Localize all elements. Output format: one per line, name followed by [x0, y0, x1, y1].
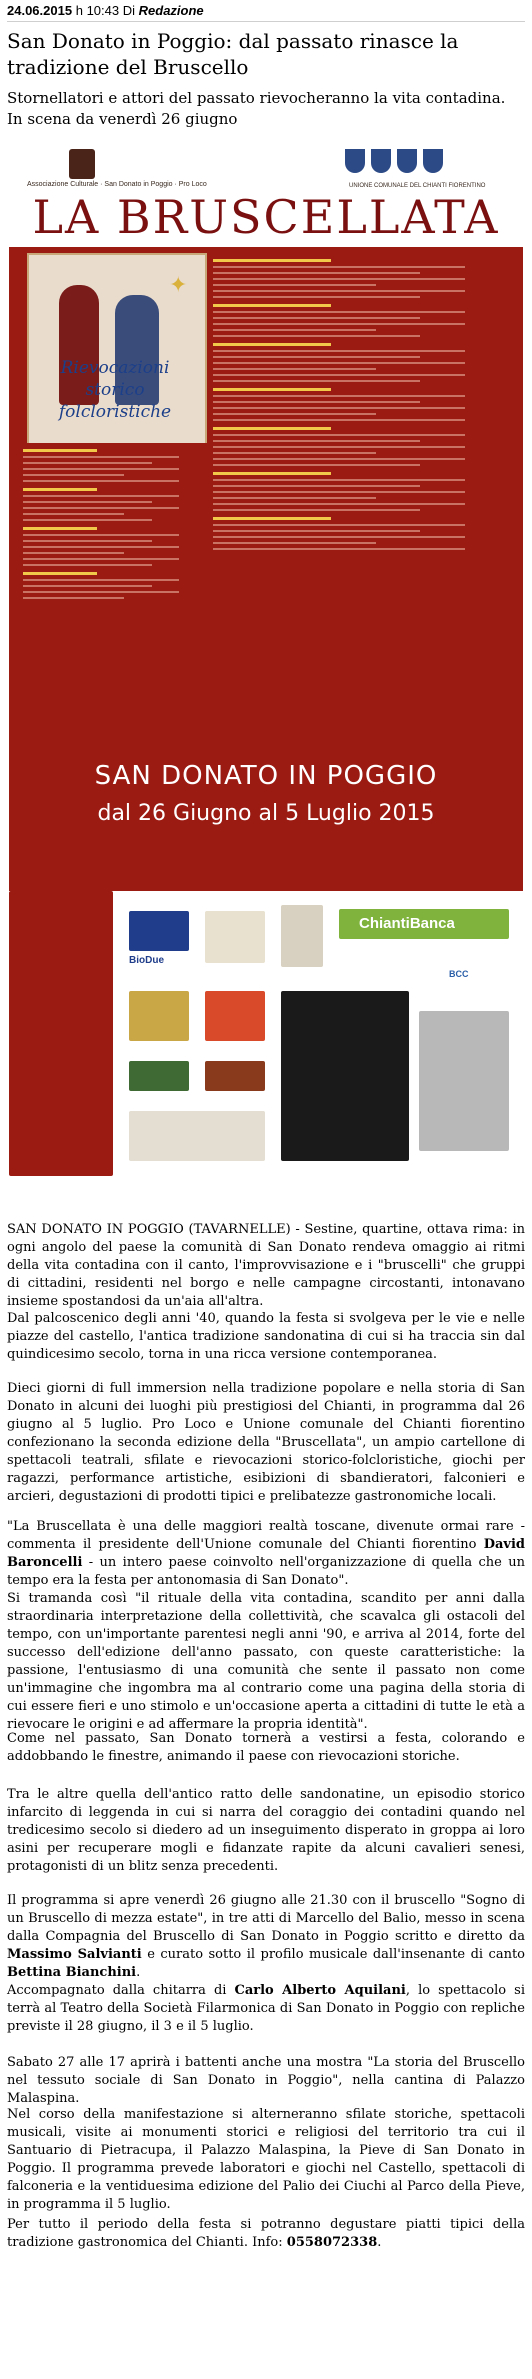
author-name[interactable]: Redazione — [138, 3, 204, 18]
poster-footer-panel — [9, 891, 113, 1176]
article-paragraph: Sabato 27 alle 17 aprirà i battenti anche una mostra "La storia del Bruscello nel tessuto sociale di San Donato in Poggio", nella cantina di Palazzo Malaspina. — [7, 2055, 525, 2106]
publish-time: 10:43 — [86, 3, 120, 18]
poster-association: Associazione Culturale · San Donato in Poggio · Pro Loco — [27, 181, 207, 188]
article-meta — [7, 2, 525, 20]
poster-town-title: SAN DONATO IN POGGIO — [94, 761, 438, 791]
person-name: Bettina Bianchini — [7, 1965, 137, 1980]
article-paragraph: Si tramanda così "il rituale della vita contadina, scandito per anni dalla straordinaria interpretazione della collettività, che scavalca gli ostacoli del tempo, con un'importante parentesi negli anni '90, e arriva al 2014, forte del successo dell'edizione dell'anno passato, con queste caratteristiche: la passione, l'entusiasmo di una comunità che sente il passato non come un'immagine che ingombra ma al contrario come una pagina della storia di cui essere fieri e uno stimolo e un'occasione aperta a cittadini di tutte le età a rievocare le origini e ad affermare la propria identità". — [7, 1591, 525, 1732]
poster-sponsors — [9, 891, 523, 1176]
time-prefix: h — [75, 3, 83, 18]
article-title: San Donato in Poggio: dal passato rinasce la tradizione del Bruscello — [7, 29, 459, 79]
biodue-logo-text: BioDue — [129, 955, 164, 966]
article-subtitle: Stornellatori e attori del passato rievocheranno la vita contadina. In scena da venerdì 26 giugno — [7, 89, 506, 128]
article-paragraph: Dal palcoscenico degli anni '40, quando la festa si svolgeva per le vie e nelle piazze del castello, l'antica tradizione sandonatina di cui si ha traccia sin dal quindicesimo secolo, torna in una ricca versione contemporanea. — [7, 1311, 525, 1362]
article-paragraph: Per tutto il periodo della festa si potranno degustare piatti tipici della tradizione gastronomica del Chianti. Info: 0558072338. — [7, 2217, 525, 2250]
bcc-logo-text: BCC — [449, 969, 469, 979]
article-paragraph: Tra le altre quella dell'antico ratto delle sandonatine, un episodio storico infarcito di leggenda in cui si narra del coraggio dei contadini quando nel tredicesimo secolo si diedero ad un inseguimento disperato in groppa ai loro asini per recuperare mogli e fidanzate rapite da alcuni cavalieri senesi, protagonisti di un blitz senza precedenti. — [7, 1787, 525, 1874]
sponsor-logo-icon — [281, 905, 323, 967]
sponsor-logo-icon — [205, 991, 265, 1041]
poster-union: UNIONE COMUNALE DEL CHIANTI FIORENTINO — [349, 183, 486, 189]
person-name: David Baroncelli — [7, 1537, 525, 1570]
sponsor-logo-icon — [205, 911, 265, 963]
poster-program-right — [213, 253, 509, 743]
sponsor-logo-icon — [205, 1061, 265, 1091]
chiantibanca-logo-text: ChiantiBanca — [359, 915, 455, 932]
article-paragraph: Nel corso della manifestazione si alterneranno sfilate storiche, spettacoli musicali, visite ai monumenti storici e religiosi del territorio tra cui il Santuario di Pietracupa, il Palazzo Malaspina, la Pieve di San Donato in Poggio. Il programma prevede laboratori e giochi nel Castello, spettacoli di falconeria e la ventiduesima edizione del Palio dei Ciuchi al Parco della Pieve, in programma il 5 luglio. — [7, 2107, 525, 2212]
poster-program-left — [23, 443, 207, 743]
article-paragraph: Accompagnato dalla chitarra di Carlo Alberto Aquilani, lo spettacolo si terrà al Teatro della Società Filarmonica di San Donato in Poggio con repliche previste il 28 giugno, il 3 e il 5 luglio. — [7, 1983, 525, 2034]
article-paragraph: Come nel passato, San Donato tornerà a vestirsi a festa, colorando e addobbando le finestre, animando il paese con rievocazioni storiche. — [7, 1731, 525, 1764]
poster-art-caption: Rievocazioni storico folcloristiche — [58, 358, 172, 422]
poster-header-band — [9, 143, 523, 247]
article-paragraph: Dieci giorni di full immersion nella tradizione popolare e nella storia di San Donato in alcuni dei luoghi più prestigiosi del Chianti, in programma dal 26 giugno al 5 luglio. Pro Loco e Unione comunale del Chianti fiorentino confezionano la seconda edizione della "Bruscellata", un ampio cartellone di spettacoli teatrali, sfilate e rievocazioni storico-folcloristiche, giochi per ragazzi, performance artistiche, esibizioni di sbandieratori, falconieri e arcieri, degustazioni di prodotti tipici e prelibatezze gastronomiche locali. — [7, 1381, 525, 1504]
sponsor-logo-icon — [129, 1061, 189, 1091]
person-name: Carlo Alberto Aquilani — [234, 1983, 406, 1998]
sponsor-advert-icon — [281, 991, 409, 1161]
poster-dates: dal 26 Giugno al 5 Luglio 2015 — [97, 801, 435, 826]
coffee-machine-icon — [419, 1011, 509, 1151]
sponsor-logo-icon — [129, 991, 189, 1041]
article-paragraph: SAN DONATO IN POGGIO (TAVARNELLE) - Sestine, quartine, ottava rima: in ogni angolo del paese la comunità di San Donato rendeva omaggio ai ritmi della vita contadina con il canto, l'improvvisazione e i "bruscelli" che gruppi di cittadini, residenti nel borgo e nelle campagne circostanti, intonavano insieme spostandosi da un'aia all'altra. — [7, 1222, 525, 1309]
sponsor-logo-icon — [129, 1111, 265, 1161]
publish-date: 24.06.2015 — [7, 3, 73, 18]
article-paragraph: "La Bruscellata è una delle maggiori realtà toscane, divenute ormai rare - commenta il presidente dell'Unione comunale del Chianti fiorentino David Baroncelli - un intero paese coinvolto nell'organizzazione di quella che un tempo era la festa per antonomasia di San Donato". — [7, 1519, 525, 1588]
meta-divider — [7, 21, 525, 22]
biodue-logo-icon — [129, 911, 189, 951]
author-prefix: Di — [122, 3, 136, 18]
proloco-crest-icon — [69, 149, 95, 179]
poster-headline: LA BRUSCELLATA — [32, 190, 500, 244]
article-paragraph: Il programma si apre venerdì 26 giugno alle 21.30 con il bruscello "Sogno di un Bruscello di mezza estate", in tre atti di Marcello del Balio, messo in scena dalla Compagnia del Bruscello di San Donato in Poggio scritto e diretto da Massimo Salvianti e curato sotto il profilo musicale dall'insenante di canto Bettina Bianchini. — [7, 1893, 525, 1980]
phone-number[interactable]: 0558072338 — [286, 2235, 378, 2250]
person-name: Massimo Salvianti — [7, 1947, 142, 1962]
star-icon: ✦ — [169, 273, 188, 298]
municipal-crests-icon — [345, 149, 485, 175]
event-poster — [9, 143, 523, 1176]
